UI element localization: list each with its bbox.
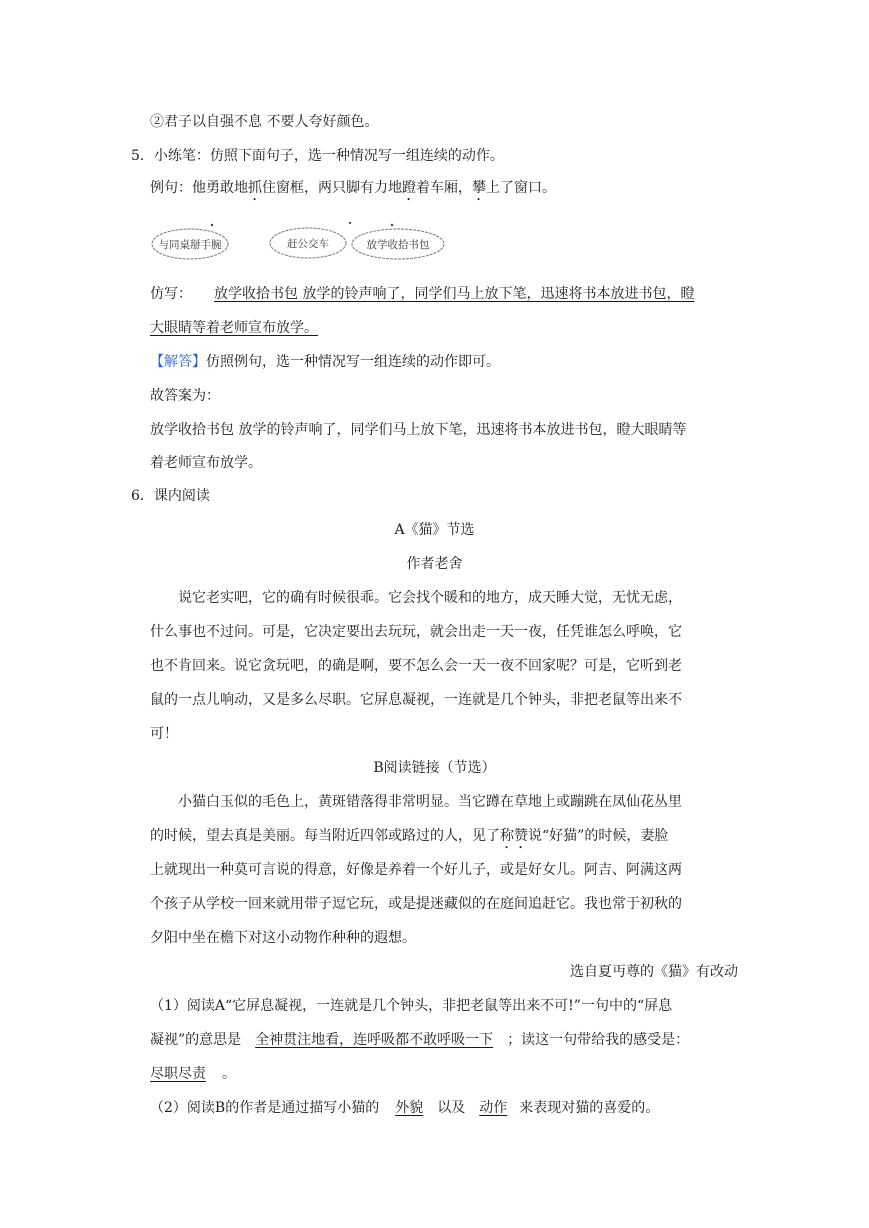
- passage-a-line: 什么事也不过问。可是，它决定要出去玩玩，就会出走一天一夜，任凭谁怎么呼唤，它: [150, 624, 682, 640]
- example-mid-1: 住窗框，两只脚有力地: [262, 180, 402, 196]
- passage-b-line: 个孩子从学校一回来就用带子逗它玩，或是提迷藏似的在庭间追赶它。我也常于初秋的: [150, 896, 682, 912]
- example-prefix: 例句：他勇敢地: [150, 180, 248, 196]
- passage-a-line: 说它老实吧，它的确有时候很乖。它会找个暖和的地方，成天睡大觉，无忧无虑，: [178, 590, 682, 606]
- jieda: [150, 352, 500, 372]
- sub-question-2: （2）阅读B的作者是通过描写小猫的 外貌 以及 动作 来表现对猫的喜爱的。: [150, 1100, 660, 1116]
- passage-b-title: B阅读链接（节选）: [373, 760, 496, 776]
- answer-blank-1: 全神贯注地看，连呼吸都不敢呼吸一下: [255, 1032, 494, 1048]
- passage-a-line: 鼠的一点儿响动，又是多么尽职。它屏息凝视，一连就是几个钟头，非把老鼠等出来不: [150, 692, 682, 708]
- answer-blank-4: 动作: [479, 1100, 508, 1116]
- example-verb-1: 抓: [248, 180, 262, 196]
- example-mid-2: 着车厢，: [416, 180, 472, 196]
- q6-title: 6．课内阅读: [131, 488, 210, 504]
- example-verb-3: 攀: [472, 180, 486, 196]
- option-oval-2: [270, 222, 351, 258]
- option-label-1: 与同桌掰手腕: [158, 239, 222, 251]
- dotted-word: 称赞: [500, 828, 528, 844]
- fangxie-label: 仿写：: [150, 286, 192, 302]
- passage-b-line: 上就现出一种莫可言说的得意，好像是养着一个好儿子，或是好女儿。阿吉、阿满这两: [150, 862, 682, 878]
- q4-line: ②君子以自强不息 不要人夸好颜色。: [150, 114, 379, 130]
- passage-a-title: A《猫》节选: [394, 522, 475, 538]
- q5-title: 5．小练笔：仿照下面句子，选一种情况写一组连续的动作。: [131, 148, 504, 164]
- fangxie-answer-1: 放学收拾书包 放学的铃声响了，同学们马上放下笔，迅速将书本放进书包，瞪: [214, 286, 695, 302]
- passage-b-line: 的时候，望去真是美丽。每当附近四邻或路过的人，见了称赞说“好猫”的时候，妻脸: [150, 828, 669, 844]
- option-label-3: 放学收拾书包: [366, 239, 430, 251]
- answer-line-2: 着老师宣布放学。: [150, 455, 262, 471]
- sub-question-1-line-2: 凝视”的意思是 全神贯注地看，连呼吸都不敢呼吸一下 ；读这一句带给我的感受是：: [150, 1032, 690, 1048]
- fangxie-line-1: [150, 284, 694, 304]
- sub-question-1-line-3: 尽职尽责 。: [150, 1066, 236, 1082]
- jieda-label: 【解答】: [150, 354, 206, 370]
- passage-a-line: 也不肯回来。说它贪玩吧，的确是啊，要不怎么会一天一夜不回家呢？可是，它听到老: [150, 658, 682, 674]
- passage-b-line: 小猫白玉似的毛色上，黄斑错落得非常明显。当它蹲在草地上或蹦跳在凤仙花丛里: [178, 794, 682, 810]
- answer-blank-3: 外貌: [395, 1100, 424, 1116]
- sub-question-1-line-1: （1）阅读A“它屏息凝视，一连就是几个钟头，非把老鼠等出来不可!”一句中的“屏息: [150, 998, 673, 1014]
- option-ovals-figure: [150, 222, 450, 266]
- answer-line-1: 放学收拾书包 放学的铃声响了，同学们马上放下笔，迅速将书本放进书包，瞪大眼睛等: [150, 422, 687, 438]
- fangxie-answer-2: 大眼睛等着老师宣布放学。: [150, 320, 318, 336]
- passage-a-author: 作者老舍: [406, 556, 463, 572]
- fangxie-line-2: [150, 318, 344, 338]
- passage-b-source: 选自夏丏尊的《猫》有改动: [570, 964, 738, 980]
- example-end: 上了窗口。: [486, 180, 556, 196]
- q5-example: [150, 178, 556, 204]
- example-verb-2: 蹬: [402, 180, 416, 196]
- passage-a-line: 可！: [150, 726, 178, 742]
- passage-b-line: 夕阳中坐在檐下对这小动物作种种的遐想。: [150, 930, 416, 946]
- answer-intro: 故答案为：: [150, 388, 220, 404]
- answer-blank-2: 尽职尽责: [150, 1066, 206, 1082]
- option-label-2: 赶公交车: [287, 238, 329, 250]
- option-oval-3: [352, 224, 444, 259]
- jieda-text: 仿照例句，选一种情况写一组连续的动作即可。: [206, 354, 500, 370]
- option-oval-1: [152, 224, 228, 259]
